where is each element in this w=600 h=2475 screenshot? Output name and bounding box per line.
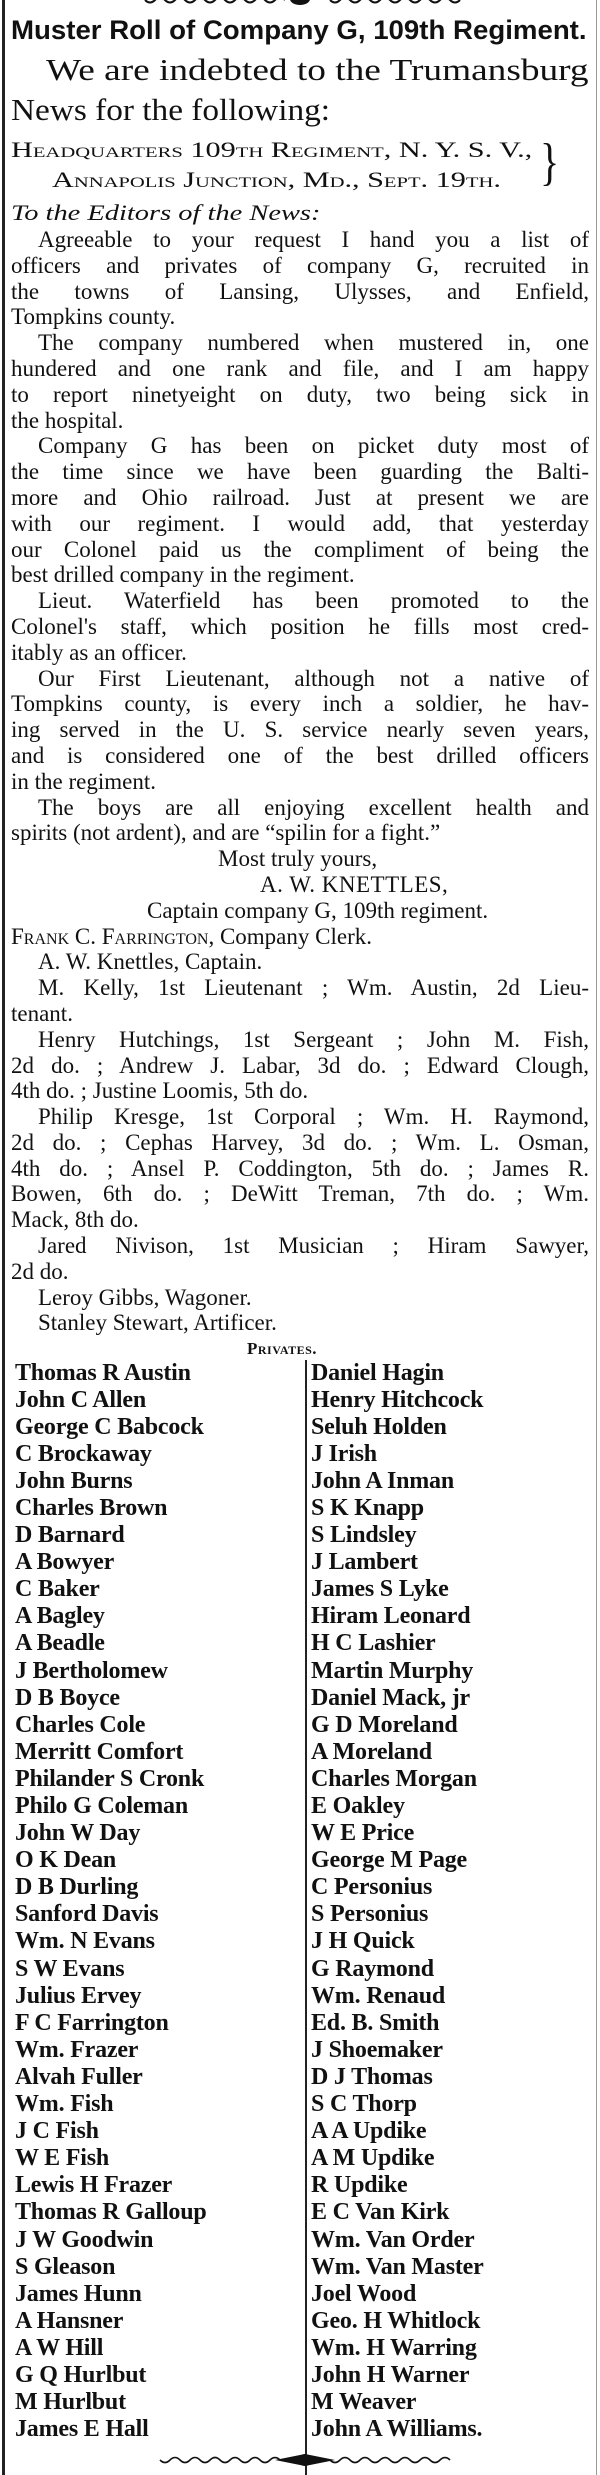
letter-paragraph-line: Tompkins county. <box>11 304 176 330</box>
private-name: Lewis H Frazer <box>15 2172 173 2199</box>
salutation: To the Editors of the News: <box>11 200 321 225</box>
private-name: Julius Ervey <box>15 1982 142 2009</box>
private-name: G Raymond <box>311 1955 434 1982</box>
private-name: Charles Morgan <box>311 1765 477 1792</box>
private-name: F C Farrington <box>15 2009 169 2036</box>
private-name: Henry Hitchcock <box>311 1386 484 1413</box>
letter-paragraph-line: to report ninetyeight on duty, two being sick in <box>11 381 589 407</box>
private-name: Philo G Coleman <box>15 1793 189 1819</box>
private-name: D B Boyce <box>15 1684 120 1711</box>
letter-paragraph-line: Colonel's staff, which position he fills most cred- <box>11 613 589 639</box>
letter-paragraph-line: our Colonel paid us the compliment of being the <box>11 536 589 562</box>
private-name: Wm. Fish <box>15 2091 114 2118</box>
private-name: Wm. Van Master <box>311 2253 484 2280</box>
private-name: Charles Brown <box>15 1494 168 1521</box>
private-name: Wm. Renaud <box>311 1982 446 2009</box>
private-name: C Personius <box>311 1874 433 1901</box>
letter-paragraph-line: Lieut. Waterfield has been promoted to the <box>38 588 589 614</box>
top-ornament-rule <box>140 0 470 8</box>
roster-paragraph-line: Leroy Gibbs, Wagoner. <box>38 1284 252 1310</box>
letter-paragraph-line: Company G has been on picket duty most of <box>38 433 589 459</box>
private-name: Joel Wood <box>311 2280 417 2307</box>
private-name: Geo. H Whitlock <box>311 2307 481 2334</box>
private-name: M Weaver <box>311 2389 417 2416</box>
private-name: George M Page <box>311 1847 467 1874</box>
letter-paragraph-line: in the regiment. <box>11 768 156 794</box>
private-name: Thomas R Galloup <box>15 2199 207 2226</box>
private-name: A Moreland <box>311 1738 432 1765</box>
private-name: E Oakley <box>311 1793 405 1819</box>
letter-paragraph-line: Tompkins county, is every inch a soldier, he hav- <box>11 691 589 717</box>
letter-paragraph-line: ing served in the U. S. service nearly seven years, <box>11 717 589 743</box>
private-name: A Hansner <box>15 2307 124 2334</box>
private-name: John A Inman <box>311 1467 455 1494</box>
private-name: A Beadle <box>15 1630 105 1657</box>
private-name: C Baker <box>15 1576 100 1603</box>
bottom-ornament-rule <box>155 2452 460 2468</box>
private-name: John A Williams. <box>311 2416 483 2443</box>
private-name: A Bowyer <box>15 1549 115 1576</box>
private-name: A W Hill <box>15 2334 104 2361</box>
roster-paragraph-line: Henry Hutchings, 1st Sergeant ; John M. Fish, <box>38 1026 589 1052</box>
column-rule-left <box>2 0 5 2475</box>
roster-paragraph-line: 2d do. ; Cephas Harvey, 3d do. ; Wm. L. Osman, <box>11 1129 589 1155</box>
brace-icon: } <box>540 132 560 191</box>
private-name: Daniel Hagin <box>311 1359 444 1386</box>
valediction: Most truly yours, <box>218 846 378 872</box>
roster-paragraph-line: 2d do. ; Andrew J. Labar, 3d do. ; Edward Clough, <box>11 1052 589 1078</box>
private-name: Daniel Mack, jr <box>311 1684 470 1711</box>
private-name: Seluh Holden <box>311 1413 447 1440</box>
private-name: John H Warner <box>311 2361 470 2388</box>
private-name: S Lindsley <box>311 1522 417 1549</box>
private-name: A Bagley <box>15 1603 105 1630</box>
private-name: W E Price <box>311 1820 415 1847</box>
roster-paragraph-line: Bowen, 6th do. ; DeWitt Treman, 7th do. ; Wm. <box>11 1181 589 1207</box>
private-name: J W Goodwin <box>15 2226 154 2253</box>
private-name: Hiram Leonard <box>311 1603 471 1630</box>
letter-paragraph-line: Agreeable to your request I hand you a list of <box>38 227 589 252</box>
letter-paragraph-line: itably as an officer. <box>11 639 187 665</box>
private-name: D B Durling <box>15 1874 139 1901</box>
private-name: Sanford Davis <box>15 1901 159 1928</box>
private-name: E C Van Kirk <box>311 2199 450 2226</box>
private-name: Alvah Fuller <box>15 2063 143 2090</box>
private-name: S K Knapp <box>311 1494 424 1521</box>
private-name: S W Evans <box>15 1955 125 1982</box>
private-name: H C Lashier <box>311 1630 436 1657</box>
private-name: D J Thomas <box>311 2063 433 2090</box>
private-name: Ed. B. Smith <box>311 2009 440 2036</box>
letter-paragraph-line: the time since we have been guarding the Balti- <box>11 459 589 485</box>
letter-paragraph-line: hundered and one rank and file, and I am happy <box>11 355 589 381</box>
private-name: Wm. N Evans <box>15 1928 155 1955</box>
letter-paragraph-line: with our regiment. I would add, that yesterday <box>11 510 589 536</box>
letter-paragraph-line: more and Ohio railroad. Just at present we are <box>11 484 589 510</box>
roster-paragraph-line: 2d do. <box>11 1258 69 1284</box>
signature: A. W. KNETTLES, <box>260 871 449 897</box>
private-name: John Burns <box>15 1467 133 1494</box>
private-name: A M Updike <box>311 2145 435 2172</box>
private-name: Martin Murphy <box>311 1657 474 1684</box>
letter-body <box>11 227 589 846</box>
private-name: S Gleason <box>15 2253 116 2280</box>
private-name: D Barnard <box>15 1522 125 1549</box>
letter-paragraph-line: and is considered one of the best drilled officers <box>11 742 589 768</box>
private-name: Wm. Frazer <box>15 2036 139 2063</box>
roster-paragraph-line: tenant. <box>11 1000 73 1026</box>
privates-column-left <box>15 1360 207 2444</box>
privates-column-right <box>311 1360 484 2444</box>
private-name: John W Day <box>15 1820 141 1847</box>
private-name: Wm. H Warring <box>311 2334 477 2361</box>
private-name: J Irish <box>311 1440 377 1467</box>
letter-paragraph-line: Our First Lieutenant, although not a native of <box>38 665 589 691</box>
article-title: Muster Roll of Company G, 109th Regiment. <box>11 15 587 45</box>
private-name: John C Allen <box>15 1386 146 1413</box>
private-name: R Updike <box>311 2172 408 2199</box>
column-rule-right <box>596 0 597 2475</box>
private-name: Thomas R Austin <box>15 1359 191 1386</box>
private-name: James Hunn <box>15 2280 142 2307</box>
letter-paragraph-line: The boys are all enjoying excellent health and <box>38 794 589 820</box>
roster-paragraph-line: Philip Kresge, 1st Corporal ; Wm. H. Raymond, <box>38 1104 589 1130</box>
dateline-place: Annapolis Junction, Md., Sept. 19th. <box>52 167 501 192</box>
private-name: J Shoemaker <box>311 2036 443 2063</box>
private-name: M Hurlbut <box>15 2389 126 2416</box>
privates-heading: Privates. <box>247 1339 318 1359</box>
roster-paragraph-line: M. Kelly, 1st Lieutenant ; Wm. Austin, 2d Lieu- <box>38 975 589 1001</box>
private-name: O K Dean <box>15 1847 117 1874</box>
private-name: Charles Cole <box>15 1711 146 1738</box>
officer-roster <box>11 949 589 1336</box>
private-name: C Brockaway <box>15 1440 152 1467</box>
private-name: Wm. Van Order <box>311 2226 475 2253</box>
lead-line-1: We are indebted to the Trumansburg <box>46 52 589 87</box>
private-name: A A Updike <box>311 2118 427 2145</box>
clerk-line <box>11 924 589 950</box>
roster-paragraph-line: Stanley Stewart, Artificer. <box>38 1310 277 1336</box>
private-name: G D Moreland <box>311 1711 458 1738</box>
private-name: J H Quick <box>311 1928 415 1955</box>
private-name: George C Babcock <box>15 1413 204 1440</box>
private-name: James E Hall <box>15 2416 149 2443</box>
private-name: Philander S Cronk <box>15 1765 205 1792</box>
clerk-role: Company Clerk. <box>219 923 372 949</box>
private-name: G Q Hurlbut <box>15 2361 147 2388</box>
letter-paragraph-line: officers and privates of company G, recruited in <box>11 252 589 278</box>
clerk-name: Frank C. Farrington, <box>11 923 215 949</box>
private-name: W E Fish <box>15 2145 109 2172</box>
letter-paragraph-line: the towns of Lansing, Ulysses, and Enfield, <box>11 278 589 304</box>
private-name: J Bertholomew <box>15 1657 168 1684</box>
letter-paragraph-line: The company numbered when mustered in, one <box>38 330 589 356</box>
roster-paragraph-line: A. W. Knettles, Captain. <box>38 949 263 975</box>
roster-paragraph-line: 4th do. ; Justine Loomis, 5th do. <box>11 1078 309 1104</box>
private-name: J C Fish <box>15 2118 99 2145</box>
roster-paragraph-line: 4th do. ; Ansel P. Coddington, 5th do. ; James R. <box>11 1155 589 1181</box>
roster-paragraph-line: Mack, 8th do. <box>11 1207 139 1233</box>
private-name: J Lambert <box>311 1549 418 1576</box>
article-body <box>11 227 589 1362</box>
dateline-headquarters: Headquarters 109th Regiment, N. Y. S. V., <box>11 137 533 162</box>
letter-paragraph-line: best drilled company in the regiment. <box>11 562 355 588</box>
roster-paragraph-line: Jared Nivison, 1st Musician ; Hiram Sawyer, <box>38 1233 589 1259</box>
letter-paragraph-line: the hospital. <box>11 407 124 433</box>
letter-paragraph-line: spirits (not ardent), and are “spilin for a fight.” <box>11 820 441 846</box>
private-name: James S Lyke <box>311 1576 449 1603</box>
signature-title: Captain company G, 109th regiment. <box>147 897 489 923</box>
private-name: S Personius <box>311 1901 429 1928</box>
lead-line-2: News for the following: <box>11 92 331 127</box>
column-divider <box>305 1360 307 2475</box>
private-name: S C Thorp <box>311 2091 417 2118</box>
private-name: Merritt Comfort <box>15 1738 184 1765</box>
